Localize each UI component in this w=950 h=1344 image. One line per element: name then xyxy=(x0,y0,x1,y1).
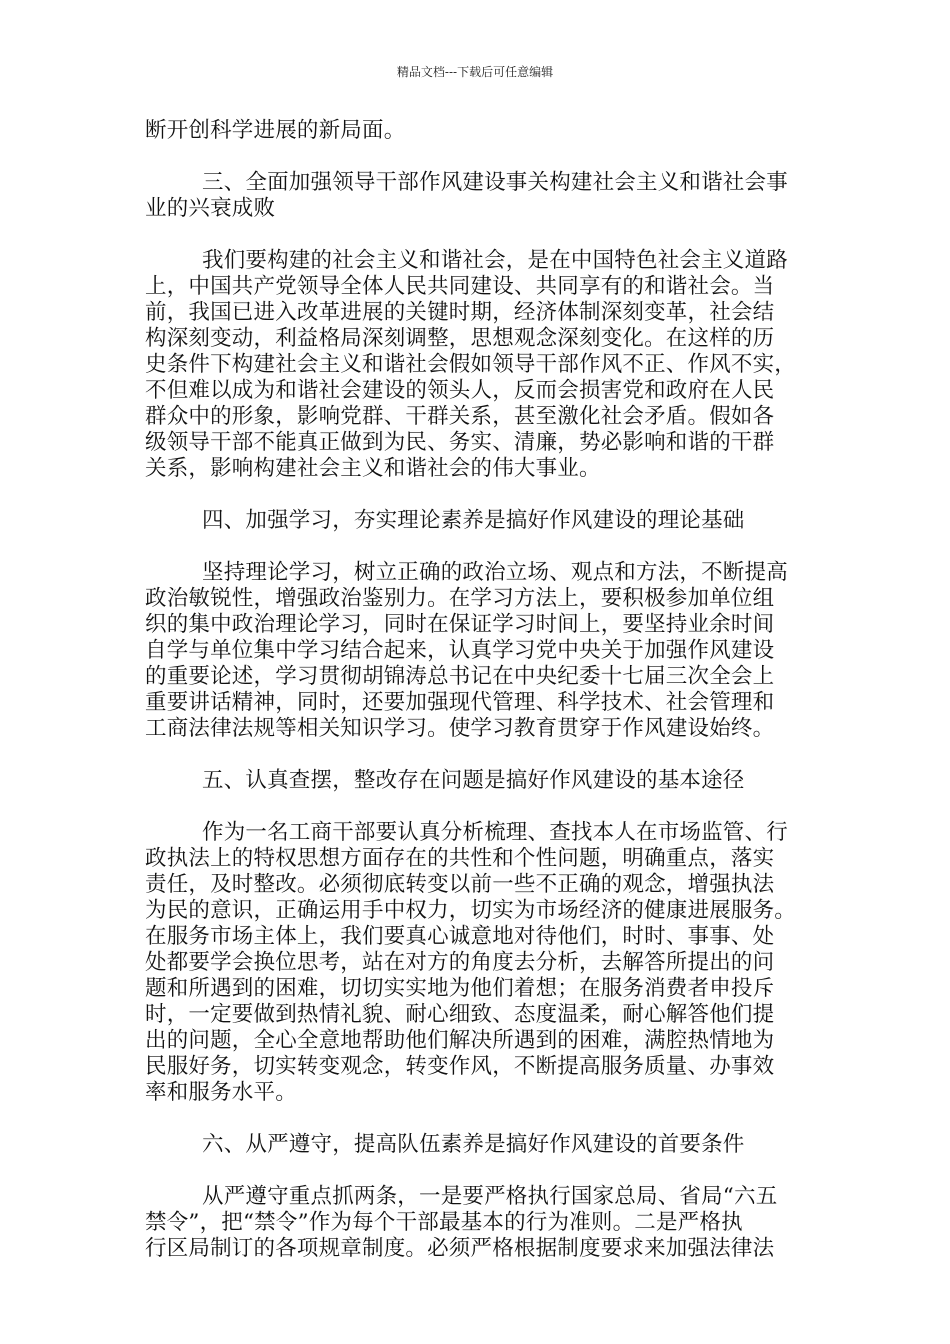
text-line: 关系，影响构建社会主义和谐社会的伟大事业。 xyxy=(145,456,601,481)
text-line: 重要讲话精神，同时，还要加强现代管理、科学技术、社会管理和 xyxy=(145,690,775,715)
text-line: 上，中国共产党领导全体人民共同建设、共同享有的和谐社会。当 xyxy=(145,274,775,299)
text-line: 禁令”，把“禁令”作为每个干部最基本的行为准则。二是严格执 xyxy=(145,1210,743,1235)
page-header: 精品文档---下载后可任意编辑 xyxy=(396,65,554,79)
text-line: 我们要构建的社会主义和谐社会，是在中国特色社会主义道路 xyxy=(202,248,788,273)
text-line: 责任，及时整改。必须彻底转变以前一些不正确的观念，增强执法 xyxy=(145,872,775,897)
section-heading-4 xyxy=(145,508,805,534)
paragraph-rectification xyxy=(145,820,805,1106)
text-line: 构深刻变动，利益格局深刻调整，思想观念深刻变化。在这样的历 xyxy=(145,326,775,351)
paragraph-harmonious-society xyxy=(145,248,805,482)
document-body xyxy=(145,118,805,1262)
text-line: 政治敏锐性，增强政治鉴别力。在学习方法上，要积极参加单位组 xyxy=(145,586,775,611)
text-line: 处都要学会换位思考，站在对方的角度去分析，去解答所提出的问 xyxy=(145,950,775,975)
text-line: 级领导干部不能真正做到为民、务实、清廉，势必影响和谐的干群 xyxy=(145,430,775,455)
paragraph-strict-compliance xyxy=(145,1184,805,1262)
text-line: 工商法律法规等相关知识学习。使学习教育贯穿于作风建设始终。 xyxy=(145,716,775,741)
text-line: 行区局制订的各项规章制度。必须严格根据制度要求来加强法律法 xyxy=(145,1236,775,1261)
text-line: 织的集中政治理论学习，同时在保证学习时间上，要坚持业余时间 xyxy=(145,612,775,637)
text-line: 出的问题，全心全意地帮助他们解决所遇到的困难，满腔热情地为 xyxy=(145,1028,775,1053)
text-line: 断开创科学进展的新局面。 xyxy=(145,118,406,143)
text-line: 题和所遇到的困难，切切实实地为他们着想；在服务消费者申投斥 xyxy=(145,976,775,1001)
text-line: 的重要论述，学习贯彻胡锦涛总书记在中央纪委十七届三次全会上 xyxy=(145,664,775,689)
text-line: 三、全面加强领导干部作风建设事关构建社会主义和谐社会事 xyxy=(202,170,788,195)
text-line: 六、从严遵守，提高队伍素养是搞好作风建设的首要条件 xyxy=(202,1132,745,1157)
section-heading-3 xyxy=(145,170,805,222)
text-line: 时，一定要做到热情礼貌、耐心细致、态度温柔，耐心解答他们提 xyxy=(145,1002,775,1027)
paragraph-continuation xyxy=(145,118,805,144)
text-line: 不但难以成为和谐社会建设的领头人，反而会损害党和政府在人民 xyxy=(145,378,775,403)
text-line: 从严遵守重点抓两条，一是要严格执行国家总局、省局“六五 xyxy=(202,1184,778,1209)
section-heading-5 xyxy=(145,768,805,794)
text-line: 前，我国已进入改革进展的关键时期，经济体制深刻变革，社会结 xyxy=(145,300,775,325)
text-line: 四、加强学习，夯实理论素养是搞好作风建设的理论基础 xyxy=(202,508,745,533)
text-line: 政执法上的特权思想方面存在的共性和个性问题，明确重点，落实 xyxy=(145,846,775,871)
text-line: 作为一名工商干部要认真分析梳理、查找本人在市场监管、行 xyxy=(202,820,788,845)
text-line: 在服务市场主体上，我们要真心诚意地对待他们，时时、事事、处 xyxy=(145,924,775,949)
text-line: 为民的意识，正确运用手中权力，切实为市场经济的健康进展服务。 xyxy=(145,898,797,923)
text-line: 自学与单位集中学习结合起来，认真学习党中央关于加强作风建设 xyxy=(145,638,775,663)
section-heading-6 xyxy=(145,1132,805,1158)
text-line: 群众中的形象，影响党群、干群关系，甚至激化社会矛盾。假如各 xyxy=(145,404,775,429)
text-line: 坚持理论学习，树立正确的政治立场、观点和方法，不断提高 xyxy=(202,560,788,585)
text-line: 率和服务水平。 xyxy=(145,1080,297,1105)
paragraph-theory-study xyxy=(145,560,805,742)
text-line: 史条件下构建社会主义和谐社会假如领导干部作风不正、作风不实， xyxy=(145,352,797,377)
text-line: 业的兴衰成败 xyxy=(145,196,276,221)
text-line: 五、认真查摆，整改存在问题是搞好作风建设的基本途径 xyxy=(202,768,745,793)
text-line: 民服好务，切实转变观念，转变作风，不断提高服务质量、办事效 xyxy=(145,1054,775,1079)
